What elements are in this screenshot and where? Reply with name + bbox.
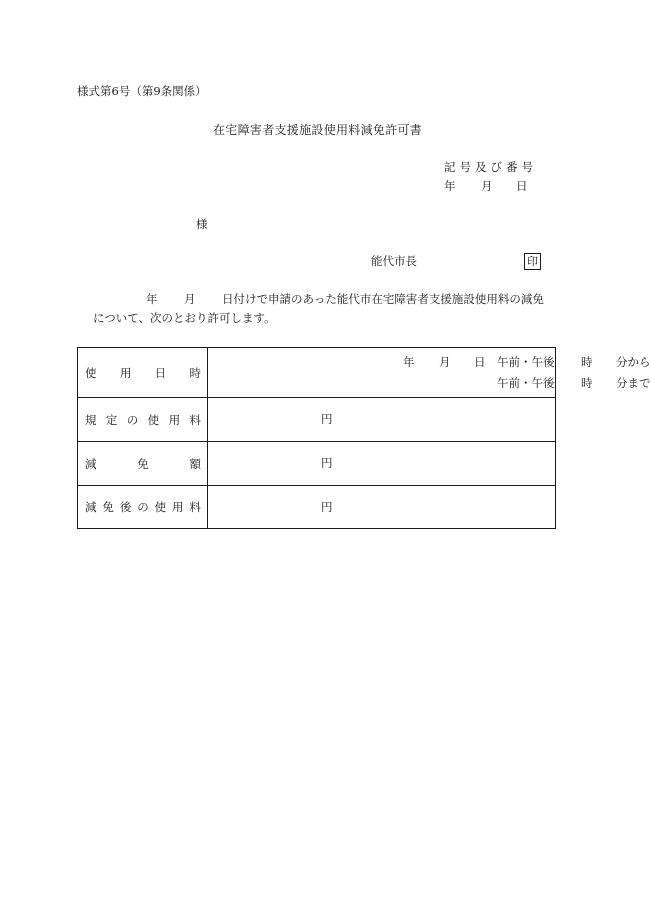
label-char: 時 (189, 365, 201, 380)
seal-mark: 印 (524, 253, 541, 270)
dt-month: 月 (439, 355, 451, 369)
form-number: 様式第6号（第9条関係） (77, 84, 207, 98)
permit-table (77, 347, 651, 529)
label-char: 免 (137, 456, 149, 471)
body-month-label: 月 (184, 292, 196, 306)
label-char: 日 (154, 365, 167, 380)
label-char: 使 (85, 365, 97, 380)
body-year-label: 年 (146, 292, 158, 306)
dt-day: 日 (474, 355, 486, 369)
label-char: 使 (154, 500, 167, 514)
table-row (78, 486, 556, 529)
label-char: 用 (172, 500, 184, 514)
dt-ampm-to: 午前・午後 (497, 376, 555, 390)
row-label (78, 486, 208, 529)
document-title: 在宅障害者支援施設使用料減免許可書 (213, 123, 423, 137)
yen-unit: 円 (321, 412, 333, 426)
label-char: 用 (168, 412, 181, 427)
dt-hour-to: 時 (581, 376, 593, 390)
table-row (78, 348, 556, 398)
label-char: 使 (147, 412, 160, 427)
dt-ampm-from: 午前・午後 (497, 355, 555, 369)
yen-unit: 円 (321, 456, 333, 470)
row-label (78, 442, 208, 486)
date-day-label: 日 (516, 179, 528, 193)
label-char: 額 (189, 456, 201, 471)
label-char: の (126, 412, 139, 427)
addressee-suffix: 様 (196, 217, 208, 231)
issuer-name: 能代市長 (371, 254, 417, 268)
reduction-amount-cell[interactable] (208, 442, 556, 486)
standard-fee-cell[interactable] (208, 398, 556, 442)
body-text: 日付けで申請のあった能代市在宅障害者支援施設使用料の減免 (222, 292, 544, 306)
label-char: の (137, 500, 149, 514)
label-char: 減 (85, 456, 97, 471)
dt-hour-from: 時 (581, 355, 593, 369)
label-char: 後 (119, 500, 132, 514)
dt-minute-to: 分まで (616, 376, 651, 390)
label-char: 用 (119, 365, 132, 380)
table-row (78, 398, 556, 442)
body-text-line2: について、次のとおり許可します。 (93, 311, 276, 325)
date-month-label: 月 (481, 179, 493, 193)
label-char: 免 (102, 500, 114, 514)
row-label (78, 348, 208, 398)
fee-after-reduction-cell[interactable] (208, 486, 556, 529)
label-char: 料 (189, 412, 201, 427)
usage-datetime-cell[interactable] (208, 348, 651, 398)
table-row (78, 442, 556, 486)
dt-minute-from: 分から (616, 355, 651, 369)
row-label (78, 398, 208, 442)
label-char: 減 (85, 500, 97, 514)
date-year-label: 年 (444, 179, 456, 193)
label-char: 規 (85, 412, 97, 427)
label-char: 定 (105, 412, 118, 427)
dt-year: 年 (403, 355, 415, 369)
yen-unit: 円 (321, 500, 333, 514)
label-char: 料 (189, 500, 201, 514)
reference-number-label: 記号及び番号 (444, 160, 537, 174)
